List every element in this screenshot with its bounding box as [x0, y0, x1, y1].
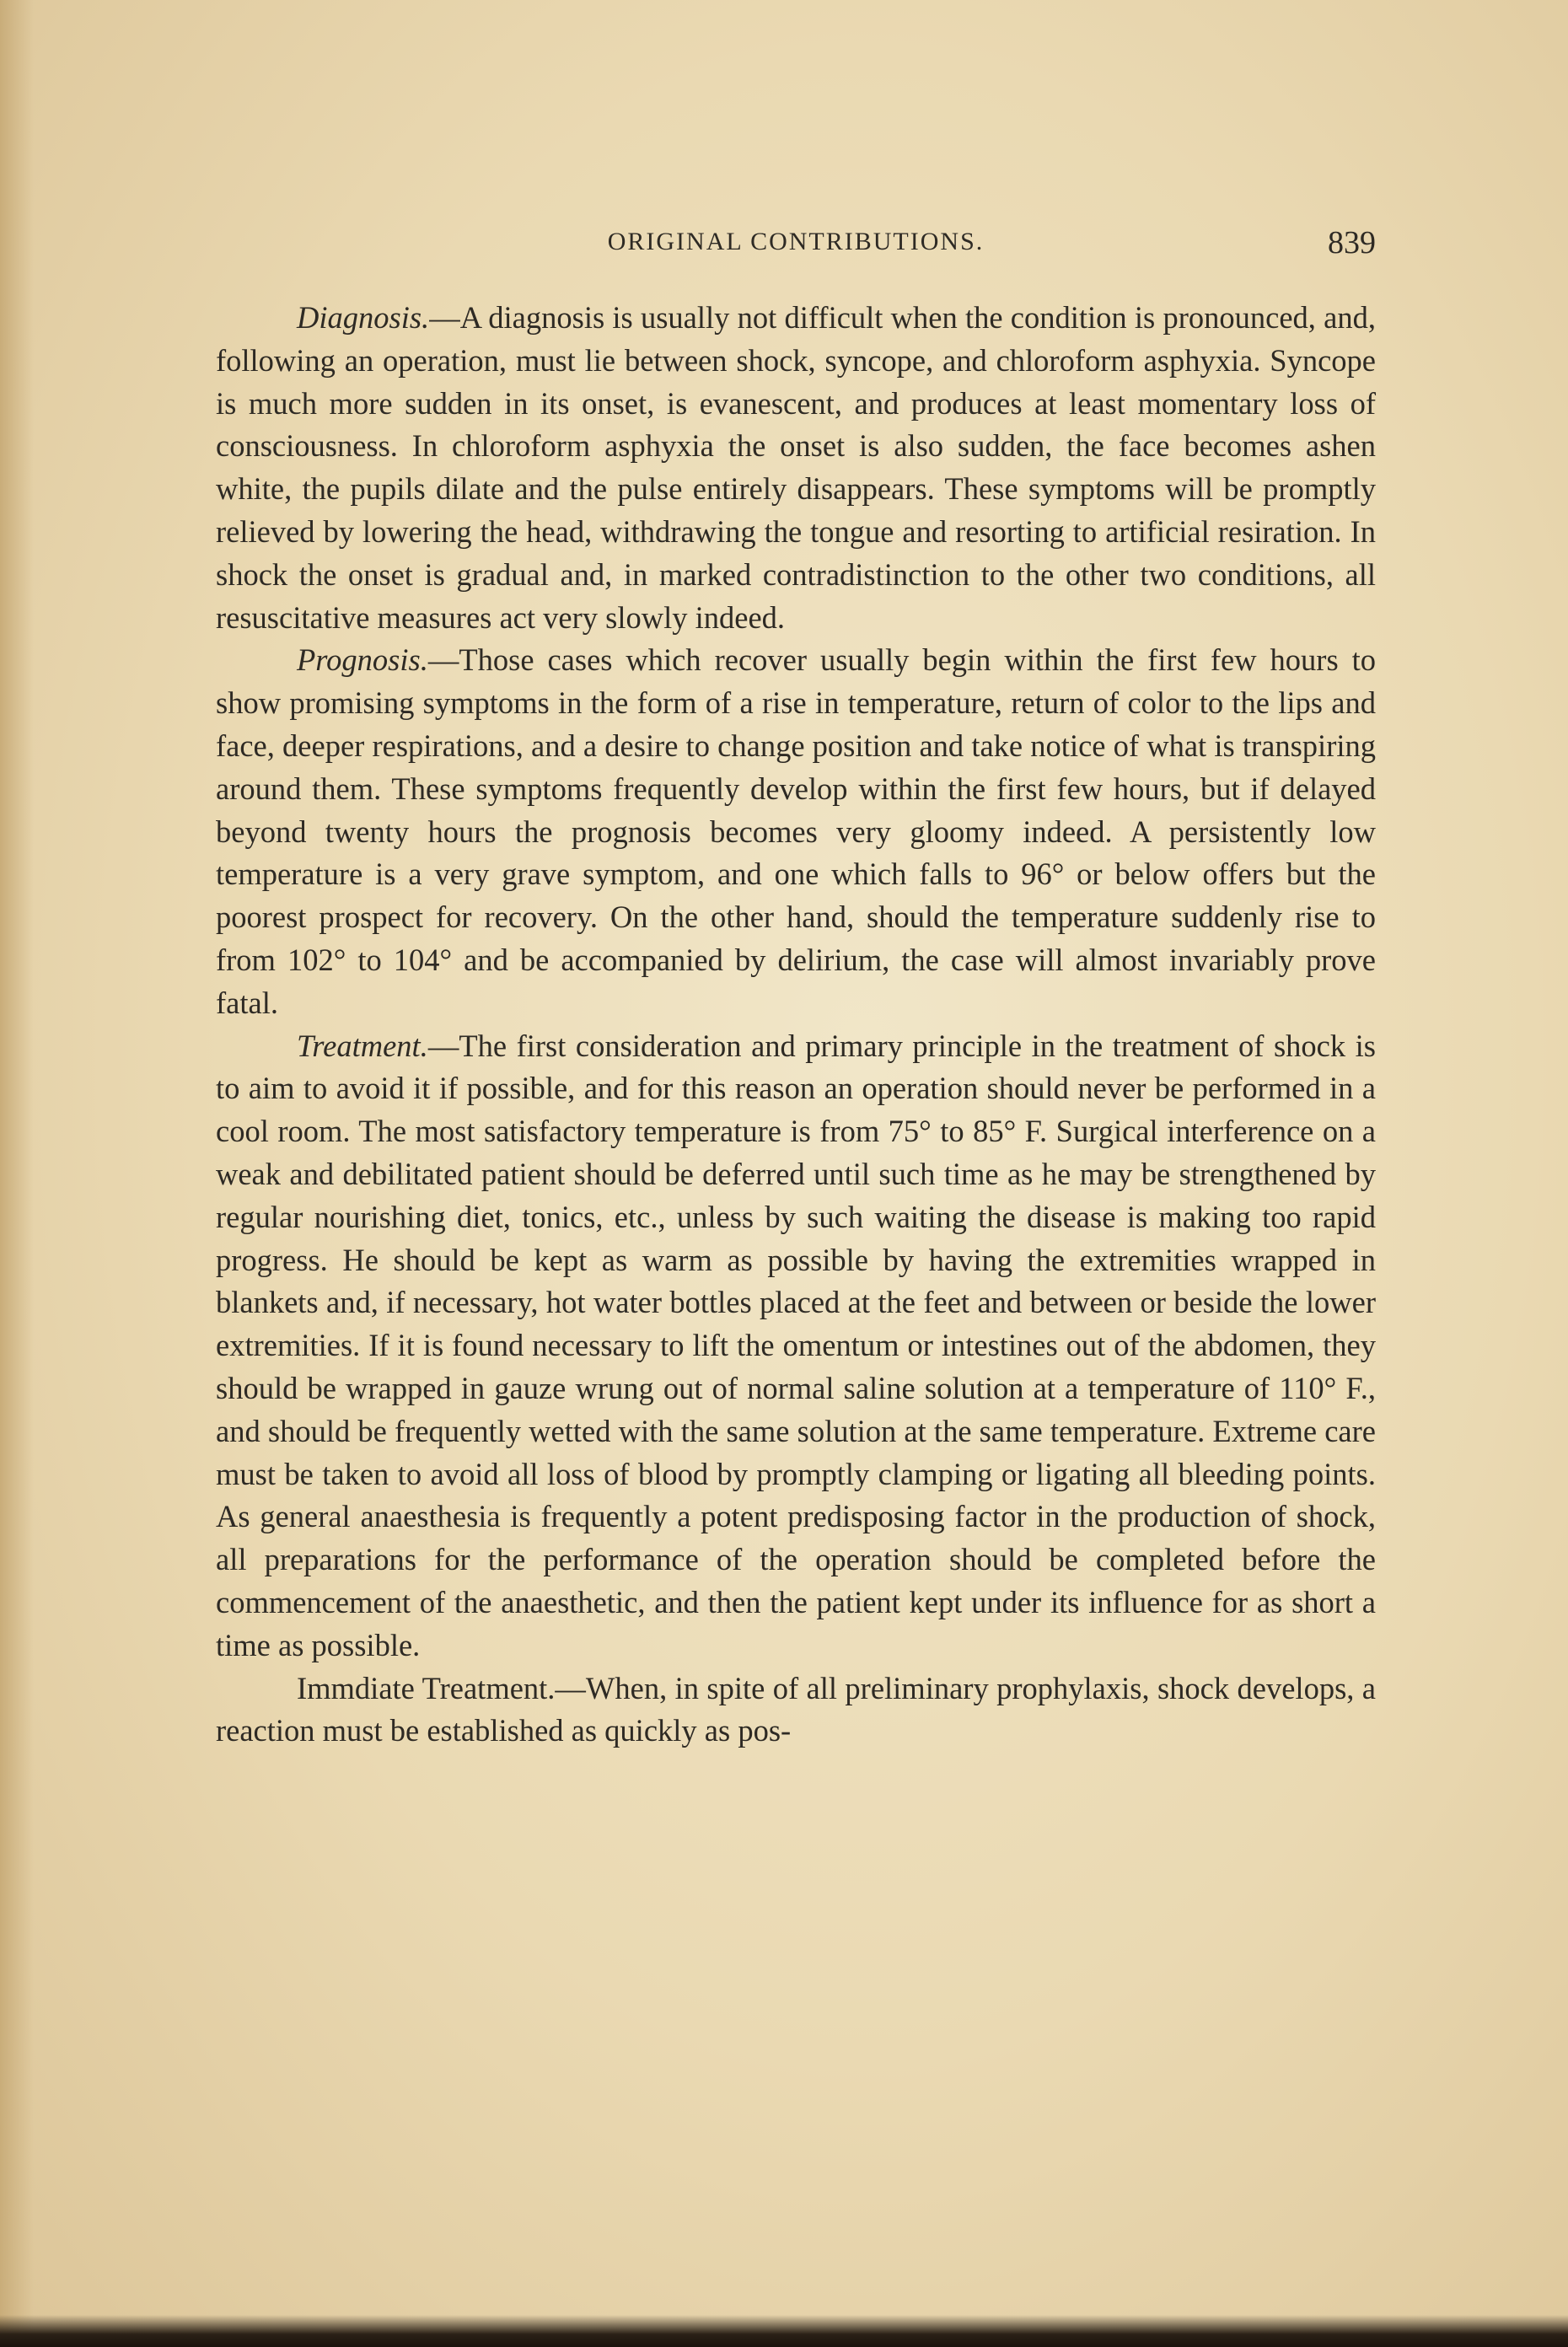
body-text: [216, 297, 1376, 1753]
running-head: ORIGINAL CONTRIBUTIONS.: [607, 228, 985, 255]
page-number: 839: [1328, 225, 1376, 260]
section-lead-diagnosis: Diagnosis.: [297, 300, 430, 335]
paragraph-text: —Those cases which recover usually begin within the first few hours to show promising symptoms in the form of a rise in temperature, return of color to the lips and face, deeper respirations, and a desire to change position and take notice of what is transpiring around them. These symptoms frequently develop within the first few hours, but if delayed beyond twenty hours the prognosis becomes very gloomy indeed. A persistently low temperature is a very grave symptom, and one which falls to 96° or below offers but the poorest prospect for recovery. On the other hand, should the temperature suddenly rise to from 102° to 104° and be accompanied by delirium, the case will almost invariably prove fatal.: [216, 642, 1376, 1020]
paragraph-treatment: [216, 1025, 1376, 1668]
page-header: [216, 224, 1376, 266]
paragraph-diagnosis: [216, 297, 1376, 639]
paragraph-immediate-treatment: [216, 1668, 1376, 1754]
page-binding-shadow: [0, 0, 34, 2347]
paragraph-text: —A diagnosis is usually not difficult when the condition is pronounced, and, following an operation, must lie between shock, syncope, and chloroform asphyxia. Syncope is much more sudden in its onset, is evanescent, and produces at least momentary loss of consciousness. In chloroform asphyxia the onset is also sudden, the face becomes ashen white, the pupils dilate and the pulse entirely disappears. These symptoms will be promptly relieved by lowering the head, withdrawing the tongue and resorting to artificial resiration. In shock the onset is gradual and, in marked contradistinction to the other two conditions, all resuscitative measures act very slowly indeed.: [216, 300, 1376, 635]
paragraph-text: —The first consideration and primary principle in the treatment of shock is to aim to avoid it if possible, and for this reason an operation should never be performed in a cool room. The most satisfactory temperature is from 75° to 85° F. Surgical interference on a weak and debilitated patient should be deferred until such time as he may be strengthened by regular nourishing diet, tonics, etc., unless by such waiting the disease is making too rapid progress. He should be kept as warm as possible by having the extremities wrapped in blankets and, if necessary, hot water bottles placed at the feet and between or beside the lower extremities. If it is found necessary to lift the omentum or intestines out of the abdomen, they should be wrapped in gauze wrung out of normal saline solution at a temperature of 110° F., and should be frequently wetted with the same solution at the same temperature. Extreme care must be taken to avoid all loss of blood by promptly clamping or ligating all bleeding points. As general anaesthesia is frequently a potent predisposing factor in the production of shock, all preparations for the performance of the operation should be completed before the commencement of the anaesthetic, and then the patient kept under its influence for as short a time as possible.: [216, 1028, 1376, 1662]
section-lead-prognosis: Prognosis.: [297, 642, 428, 678]
paragraph-prognosis: [216, 639, 1376, 1024]
page-bottom-shadow: [0, 2315, 1568, 2347]
section-lead-treatment: Treatment.: [297, 1028, 428, 1063]
paragraph-text: Immdiate Treatment.—When, in spite of all preliminary prophylaxis, shock develops, a reaction must be established as quickly as pos-: [216, 1670, 1376, 1748]
